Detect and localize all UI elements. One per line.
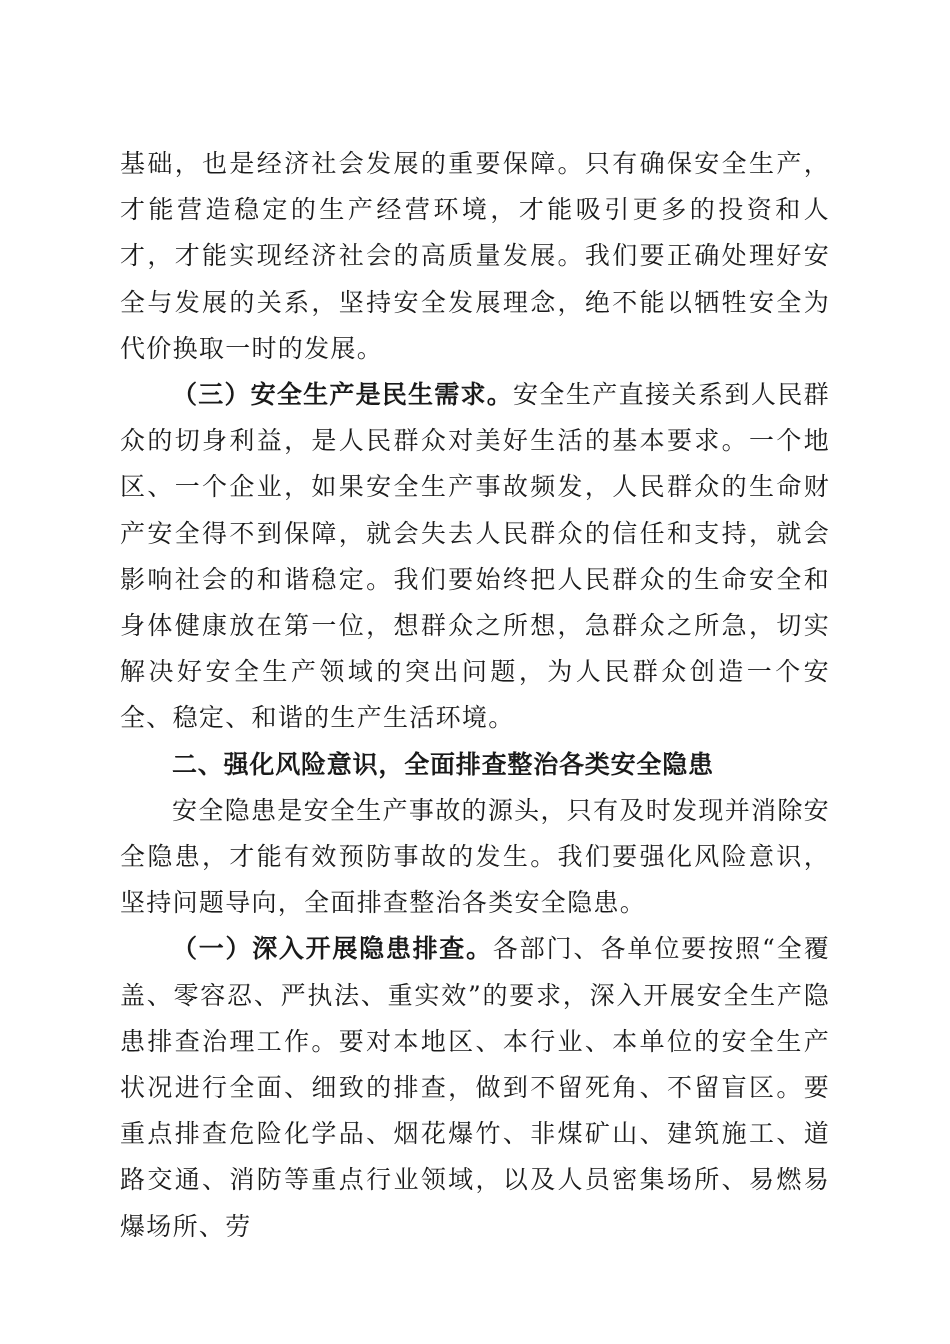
section-heading-2: 二、强化风险意识，全面排查整治各类安全隐患 xyxy=(172,749,714,779)
paragraph-subsection-1 xyxy=(120,926,830,1249)
paragraph-continuation: 基础，也是经济社会发展的重要保障。只有确保安全生产，才能营造稳定的生产经营环境，才能吸引更多的投资和人才，才能实现经济社会的高质量发展。我们要正确处理好安全与发展的关系，坚持安全发展理念，绝不能以牺牲安全为代价换取一时的发展。 xyxy=(120,149,830,363)
paragraph-section-2-intro: 安全隐患是安全生产事故的源头，只有及时发现并消除安全隐患，才能有效预防事故的发生。我们要强化风险意识，坚持问题导向，全面排查整治各类安全隐患。 xyxy=(120,795,830,918)
paragraph-section-3-body: 安全生产直接关系到人民群众的切身利益，是人民群众对美好生活的基本要求。一个地区、一个企业，如果安全生产事故频发，人民群众的生命财产安全得不到保障，就会失去人民群众的信任和支持，就会影响社会的和谐稳定。我们要始终把人民群众的生命安全和身体健康放在第一位，想群众之所想，急群众之所急，切实解决好安全生产领域的突出问题，为人民群众创造一个安全、稳定、和谐的生产生活环境。 xyxy=(120,380,830,733)
subheading-subsection-1: （一）深入开展隐患排查。 xyxy=(172,934,493,964)
document-body xyxy=(120,141,830,1250)
paragraph-section-3 xyxy=(120,372,830,742)
paragraph-subsection-1-body: 各部门、各单位要按照“全覆盖、零容忍、严执法、重实效”的要求，深入开展安全生产隐患排查治理工作。要对本地区、本行业、本单位的安全生产状况进行全面、细致的排查，做到不留死角、不留盲区。要重点排查危险化学品、烟花爆竹、非煤矿山、建筑施工、道路交通、消防等重点行业领域，以及人员密集场所、易燃易爆场所、劳 xyxy=(120,934,831,1241)
subheading-section-3: （三）安全生产是民生需求。 xyxy=(172,380,513,410)
